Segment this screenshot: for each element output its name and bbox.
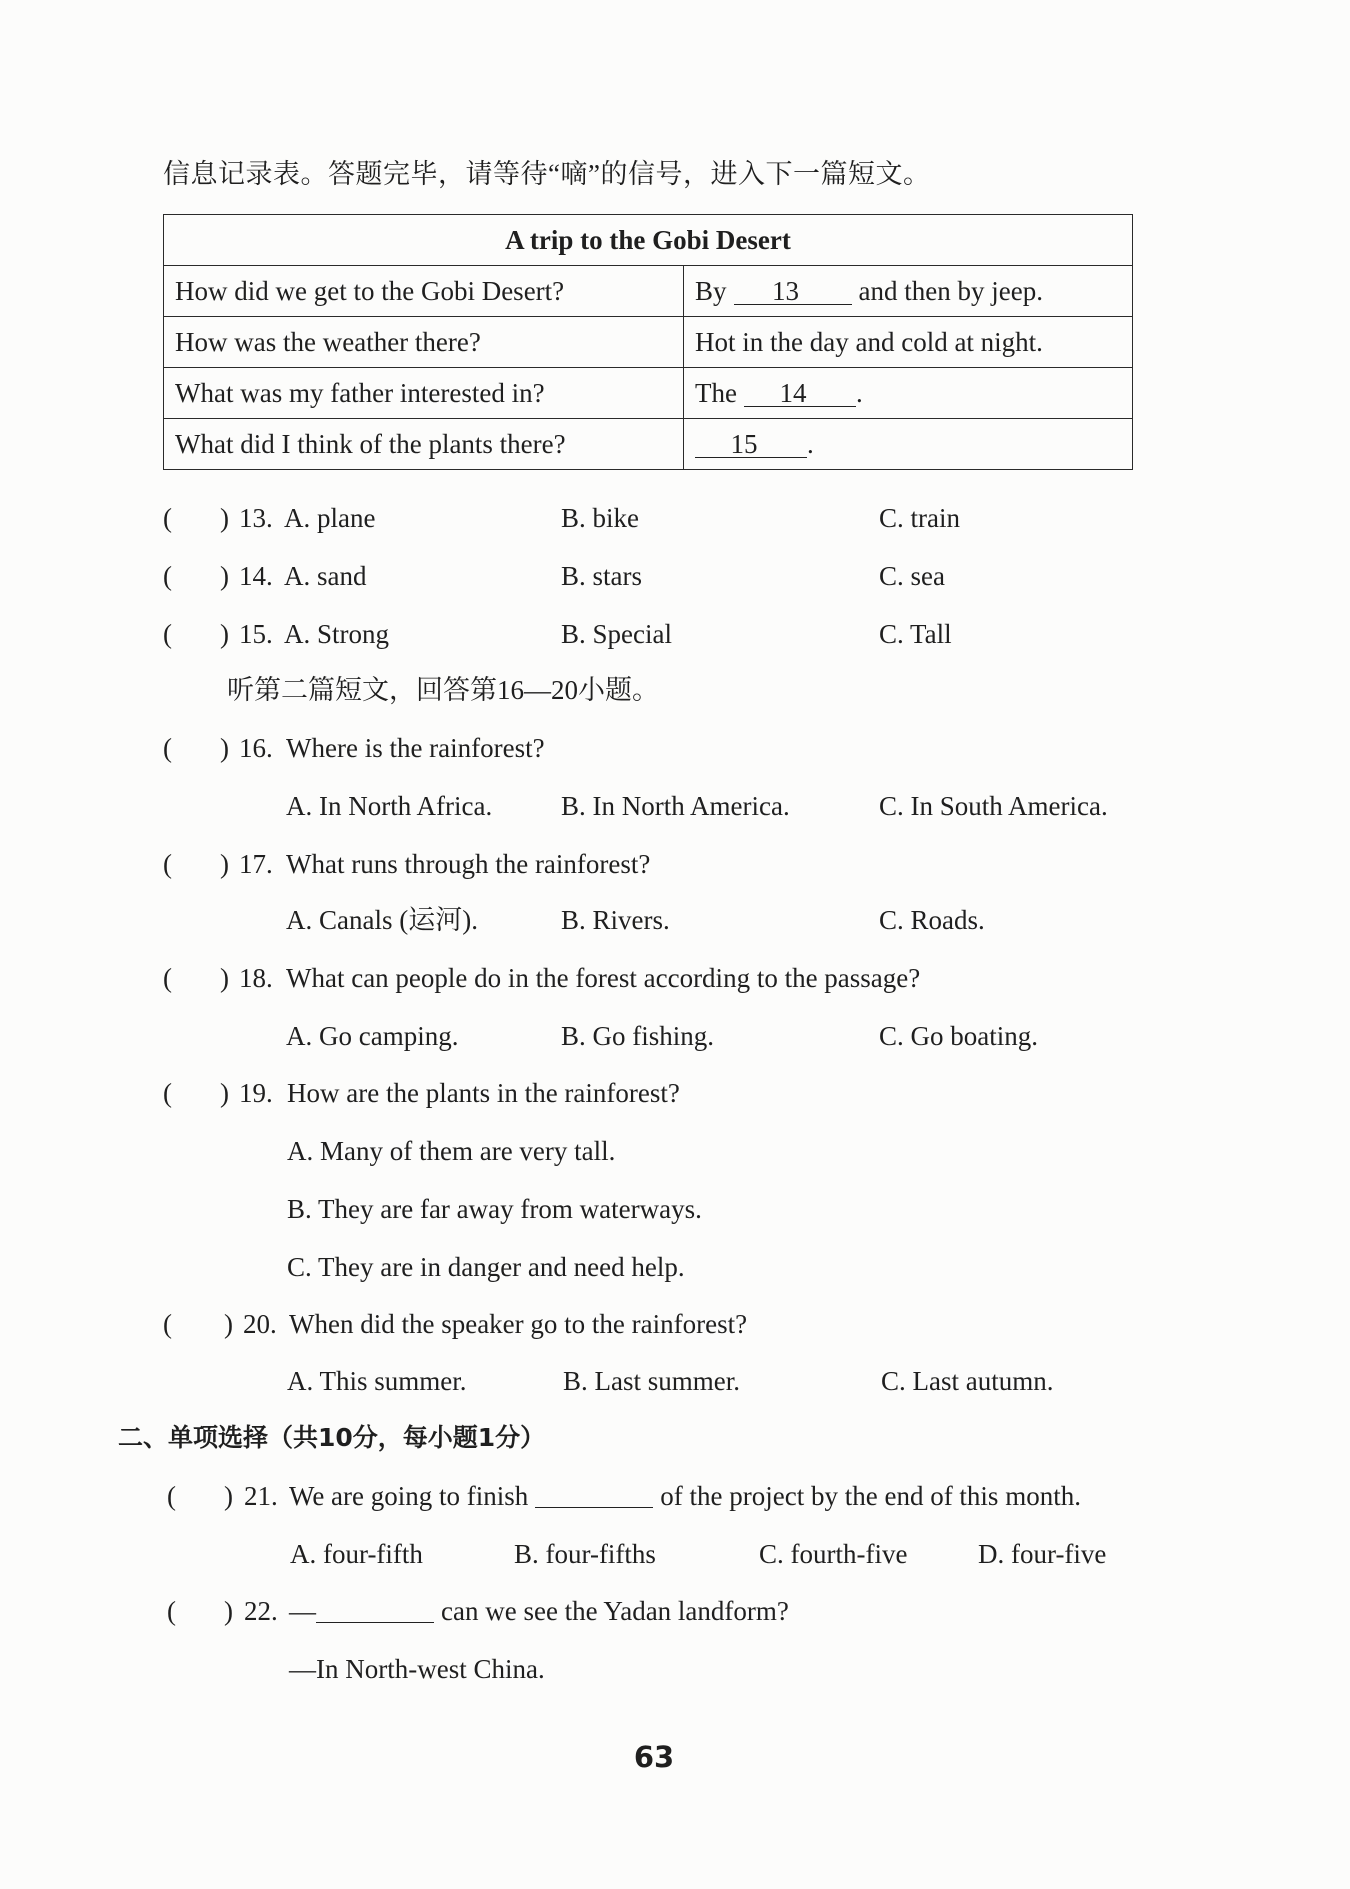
question-number: 15.: [239, 619, 273, 649]
option-c: C. sea: [879, 561, 945, 591]
option-c: C. Roads.: [879, 905, 985, 935]
table-question: What did I think of the plants there?: [164, 419, 684, 470]
option-b: B. In North America.: [561, 791, 790, 821]
option-b: B. stars: [561, 561, 642, 591]
option-c: C. In South America.: [879, 791, 1108, 821]
table-title-row: [164, 215, 1133, 266]
option-a: A. sand: [284, 561, 367, 591]
question-text: When did the speaker go to the rainforest?: [289, 1309, 748, 1339]
answer-paren-close: ): [224, 1481, 233, 1511]
option-c: C. Go boating.: [879, 1021, 1038, 1051]
question-22-reply: [0, 1653, 1350, 1685]
question-18: [0, 962, 1350, 994]
fill-in-blank: [535, 1506, 653, 1508]
table-row: [164, 419, 1133, 470]
question-text-before: —: [289, 1596, 316, 1626]
question-number: 17.: [239, 849, 273, 879]
answer-after: .: [807, 428, 814, 459]
option-a: A. Canals (运河).: [286, 905, 478, 935]
answer-paren-close: ): [224, 1596, 233, 1626]
option-c: C. fourth-five: [759, 1539, 908, 1569]
question-number: 13.: [239, 503, 273, 533]
question-21-options: [0, 1538, 1350, 1570]
answer-paren-open: (: [163, 733, 172, 763]
question-number: 21.: [244, 1481, 278, 1511]
table-row: [164, 317, 1133, 368]
question-16: [0, 732, 1350, 764]
option-a: A. Go camping.: [286, 1021, 459, 1051]
table-answer: Hot in the day and cold at night.: [684, 317, 1133, 368]
table-row: [164, 266, 1133, 317]
question-17: [0, 848, 1350, 880]
option-b: B. four-fifths: [514, 1539, 656, 1569]
option-a: A. four-fifth: [290, 1539, 423, 1569]
listening-instruction: [0, 674, 1350, 706]
question-13: [0, 502, 1350, 534]
question-18-options: [0, 1020, 1350, 1052]
answer-paren-open: (: [163, 503, 172, 533]
option-b: B. Last summer.: [563, 1366, 740, 1396]
question-19-option-c: [0, 1251, 1350, 1283]
answer-blank-13: 13: [734, 278, 852, 305]
answer-paren-open: (: [163, 561, 172, 591]
answer-after: and then by jeep.: [858, 275, 1043, 306]
table-title: A trip to the Gobi Desert: [164, 215, 1133, 266]
question-number: 14.: [239, 561, 273, 591]
dialogue-reply: —In North-west China.: [289, 1654, 545, 1684]
question-19-option-a: [0, 1135, 1350, 1167]
fill-in-blank: [316, 1621, 434, 1623]
answer-paren-close: ): [220, 733, 229, 763]
instruction-text: 听第二篇短文，回答第16—20小题。: [227, 675, 659, 705]
intro-text: 信息记录表。答题完毕，请等待“嘀”的信号，进入下一篇短文。: [163, 159, 931, 189]
question-22: [0, 1595, 1350, 1627]
answer-before: By: [695, 275, 727, 306]
question-text: Where is the rainforest?: [286, 733, 545, 763]
option-c: C. Last autumn.: [881, 1366, 1054, 1396]
table-question: What was my father interested in?: [164, 368, 684, 419]
question-16-options: [0, 790, 1350, 822]
option-a: A. Strong: [284, 619, 390, 649]
answer-paren-open: (: [163, 1078, 172, 1108]
answer-paren-close: ): [220, 561, 229, 591]
question-number: 19.: [239, 1078, 273, 1108]
answer-paren-open: (: [163, 849, 172, 879]
option-d: D. four-five: [978, 1539, 1107, 1569]
table-answer: [684, 368, 1133, 419]
question-19-option-b: [0, 1193, 1350, 1225]
option-c: C. Tall: [879, 619, 952, 649]
table-row: [164, 368, 1133, 419]
table-question: How did we get to the Gobi Desert?: [164, 266, 684, 317]
answer-paren-open: (: [163, 1309, 172, 1339]
answer-before: The: [695, 377, 737, 408]
table-question: How was the weather there?: [164, 317, 684, 368]
question-text: [289, 1480, 1081, 1512]
option-c: C. They are in danger and need help.: [287, 1252, 685, 1282]
question-number: 22.: [244, 1596, 278, 1626]
question-text: What runs through the rainforest?: [286, 849, 651, 879]
answer-paren-close: ): [220, 1078, 229, 1108]
question-20: [0, 1308, 1350, 1340]
question-text-before: We are going to finish: [289, 1481, 529, 1511]
table-answer: [684, 419, 1133, 470]
question-text: [289, 1595, 789, 1627]
option-b: B. bike: [561, 503, 639, 533]
question-17-options: [0, 904, 1350, 936]
option-a: A. This summer.: [287, 1366, 467, 1396]
answer-paren-open: (: [167, 1596, 176, 1626]
question-20-options: [0, 1365, 1350, 1397]
page-number: 63: [633, 1740, 675, 1774]
option-b: B. Go fishing.: [561, 1021, 715, 1051]
question-19: [0, 1077, 1350, 1109]
answer-paren-close: ): [220, 619, 229, 649]
question-text: What can people do in the forest according to the passage?: [286, 963, 921, 993]
option-b: B. They are far away from waterways.: [287, 1194, 702, 1224]
answer-paren-open: (: [163, 963, 172, 993]
answer-paren-close: ): [220, 503, 229, 533]
option-b: B. Special: [561, 619, 672, 649]
question-number: 16.: [239, 733, 273, 763]
question-21: [0, 1480, 1350, 1512]
option-c: C. train: [879, 503, 960, 533]
table-answer: [684, 266, 1133, 317]
answer-paren-close: ): [220, 963, 229, 993]
option-a: A. In North Africa.: [286, 791, 493, 821]
gobi-trip-table: [163, 214, 1133, 470]
option-a: A. plane: [284, 503, 376, 533]
question-number: 18.: [239, 963, 273, 993]
question-14: [0, 560, 1350, 592]
question-number: 20.: [243, 1309, 277, 1339]
answer-after: .: [855, 377, 863, 408]
question-text-after: can we see the Yadan landform?: [441, 1596, 789, 1626]
answer-paren-open: (: [167, 1481, 176, 1511]
question-text-after: of the project by the end of this month.: [660, 1481, 1081, 1511]
answer-paren-open: (: [163, 619, 172, 649]
answer-blank-14: 14: [744, 380, 856, 407]
option-a: A. Many of them are very tall.: [287, 1136, 616, 1166]
answer-blank-15: 15: [695, 431, 807, 458]
answer-paren-close: ): [224, 1309, 233, 1339]
section-heading: 二、单项选择（共10分，每小题1分）: [118, 1423, 546, 1452]
question-text: How are the plants in the rainforest?: [287, 1078, 680, 1108]
question-15: [0, 618, 1350, 650]
option-b: B. Rivers.: [561, 905, 670, 935]
answer-paren-close: ): [220, 849, 229, 879]
